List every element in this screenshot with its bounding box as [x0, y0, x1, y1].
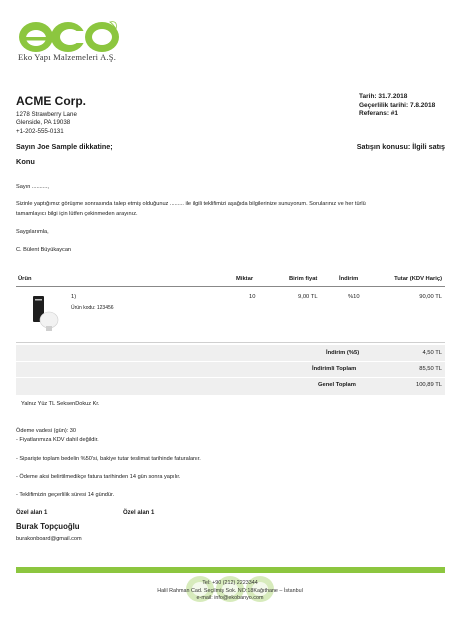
- col-amount: Tutar (KDV Hariç): [394, 276, 442, 282]
- col-qty: Miktar: [236, 276, 254, 282]
- totals-box: [16, 345, 445, 395]
- row-qty: 10: [249, 294, 256, 300]
- custom-field-2: Özel alan 1: [123, 510, 155, 516]
- discount-total-value: 4,50 TL: [422, 350, 442, 356]
- discounted-total-label: İndirimli Toplam: [312, 366, 357, 372]
- regards: Saygılarımla,: [16, 229, 49, 235]
- footer-text: [0, 580, 460, 603]
- amount-in-words: Yalnız Yüz TL SeksenDokuz Kr.: [21, 401, 100, 407]
- custom-field-1: Özel alan 1: [16, 510, 48, 516]
- vat-note: - Fiyatlarımıza KDV dahil değildir.: [16, 437, 99, 443]
- discount-total-label: İndirim (%5): [326, 350, 360, 356]
- signer-name: C. Bülent Büyükaycan: [16, 247, 72, 253]
- footer-phone: Tel: +90 (212) 2223344: [202, 580, 258, 586]
- address-line1: 1278 Strawberry Lane: [16, 111, 77, 118]
- attention-line: Sayın Joe Sample dikkatine;: [16, 142, 113, 151]
- valid-label: Geçerlilik tarihi:: [359, 101, 409, 109]
- col-unit-price: Birim fiyat: [289, 276, 318, 282]
- date-label: Tarih:: [359, 93, 377, 100]
- contact-name: Burak Topçuoğlu: [16, 522, 80, 531]
- table-header: [16, 272, 445, 287]
- footer-divider: [16, 567, 445, 573]
- footer-email: e-mail: info@ekobanyo.com: [196, 595, 264, 601]
- row-discount: %10: [348, 294, 360, 300]
- company-name: Eko Yapı Malzemeleri A.Ş.: [18, 52, 117, 62]
- discounted-total-value: 85,50 TL: [419, 366, 442, 372]
- payment-term: Ödeme vadesi (gün): 30: [16, 428, 77, 434]
- body-line1: Sizinle yaptığımız görüşme sonrasında talep etmiş olduğunuz ......... ile ilgili teklifimizi aşağıda bilgilerinize sunuyorum. Sorularınız ve her türlü: [16, 201, 366, 207]
- row-index: 1): [71, 294, 77, 300]
- table-row: [16, 288, 445, 343]
- contact-email: burakonboard@gmail.com: [16, 536, 82, 542]
- footer-address: Halil Rahman Cad. Seçilmiş Sok. NO:18Kağıthane – İstanbul: [157, 587, 303, 594]
- greeting: Sayın ..........,: [16, 184, 49, 190]
- ref-label: Referans:: [359, 110, 389, 118]
- body-line2: tamamlayıcı bilgi için lütfen çekinmeden arayınız.: [16, 210, 138, 217]
- grand-total-label: Genel Toplam: [318, 382, 356, 388]
- validity-note: - Teklifimizin geçerlilik süresi 14 gündür.: [16, 492, 115, 498]
- grand-total-value: 100,89 TL: [415, 382, 442, 388]
- discount-total-row: [16, 346, 445, 362]
- row-unit-price: 9,00 TL: [298, 294, 318, 300]
- address-line2: Glenside, PA 19038: [16, 119, 71, 127]
- quote-meta: [359, 93, 445, 119]
- discounted-total-row: [16, 362, 445, 378]
- product-code: Ürün kodu: 123456: [71, 305, 114, 311]
- sales-subject: Satışın konusu: İlgili satış: [356, 142, 445, 151]
- customer-phone: +1-202-555-0131: [16, 127, 64, 135]
- valid-value: 7.8.2018: [409, 101, 436, 109]
- customer-address: [16, 111, 77, 136]
- subject-heading: Konu: [16, 157, 35, 166]
- date-value: 31.7.2018: [378, 93, 408, 100]
- grand-total-row: [16, 378, 445, 393]
- ref-value: #1: [390, 110, 399, 118]
- invoice-note: - Ödeme aksi belirtilmedikçe fatura tarihinden 14 gün sonra yapılır.: [16, 474, 181, 480]
- product-image: [32, 294, 60, 334]
- col-product: Ürün: [18, 276, 32, 282]
- advance-note: - Siparişte toplam bedelin %50'si, bakiye tutar teslimat tarihinde faturalanır.: [16, 456, 201, 462]
- customer-name: ACME Corp.: [16, 94, 86, 108]
- letter-body: [16, 200, 446, 219]
- row-amount: 90,00 TL: [419, 294, 442, 300]
- col-discount: İndirim: [339, 276, 359, 282]
